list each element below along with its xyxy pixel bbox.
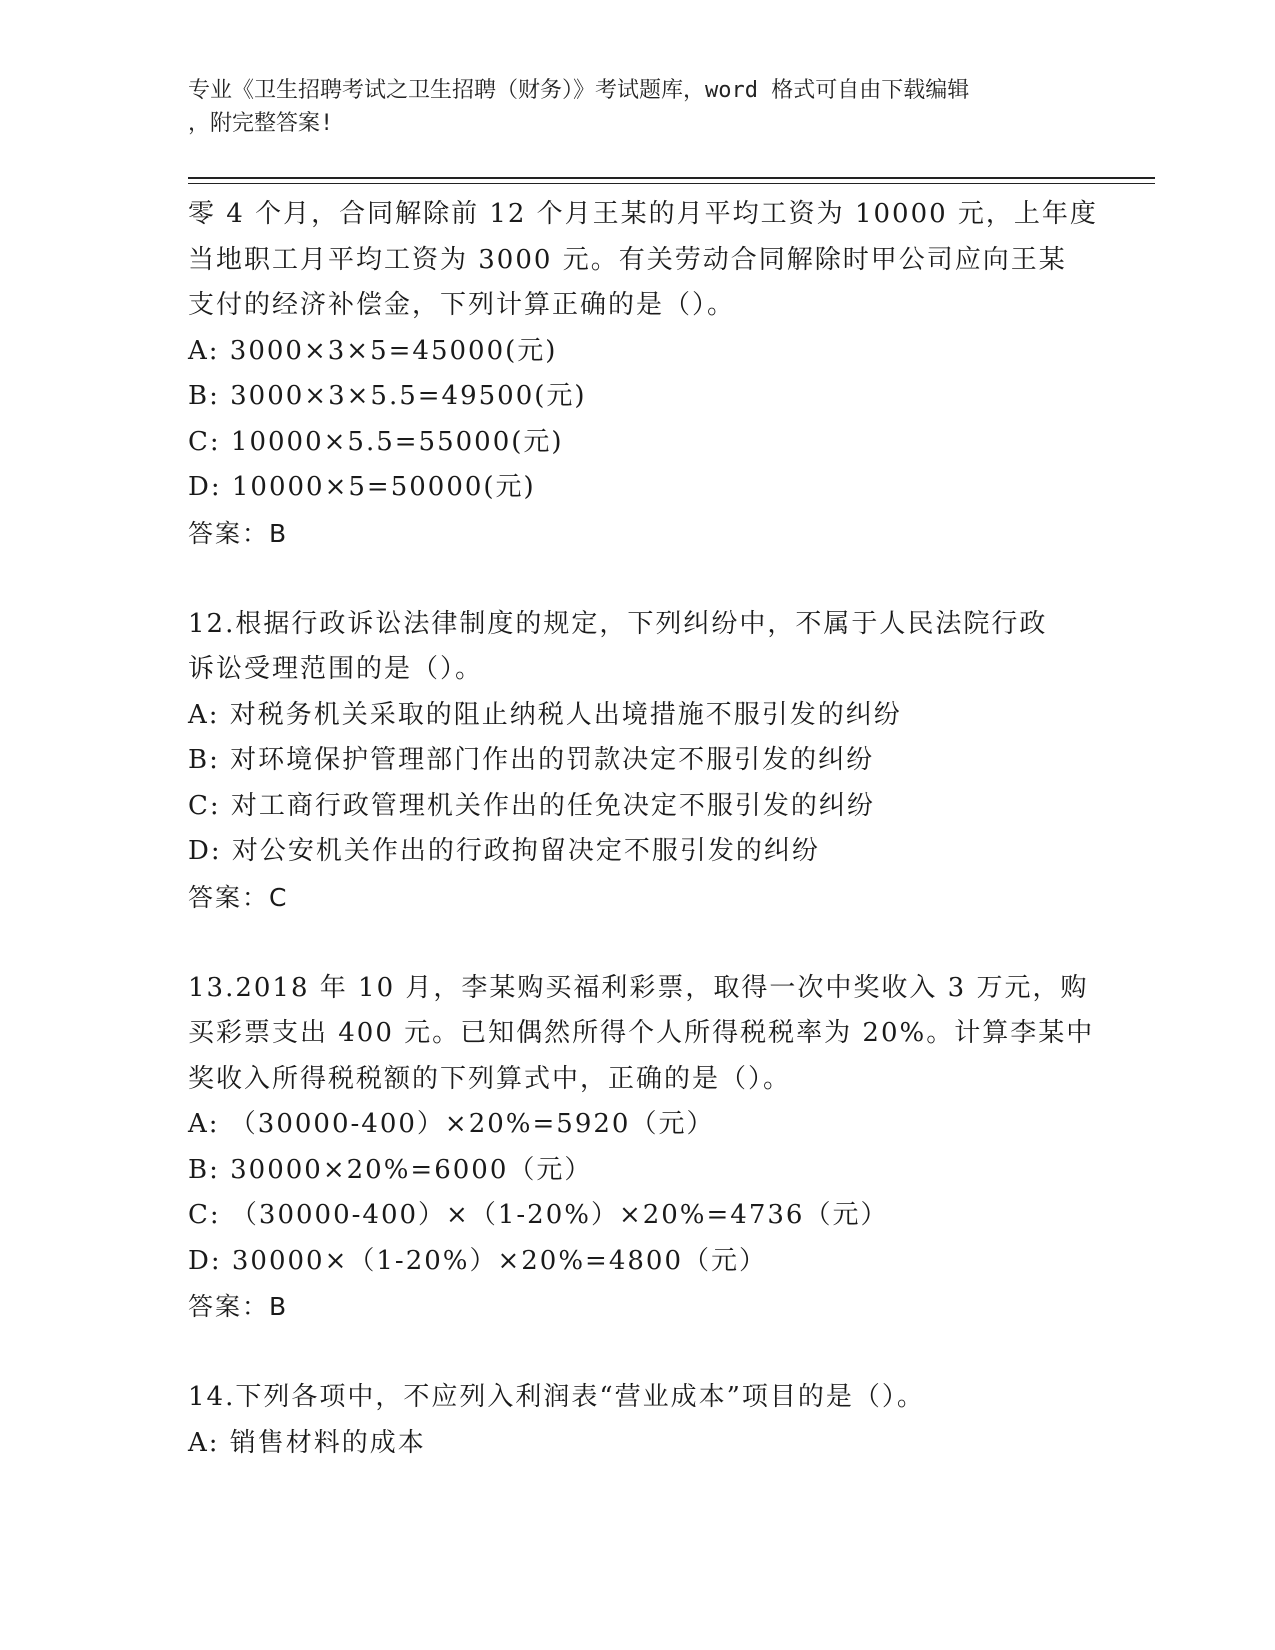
header-line-2: ，附完整答案! [188, 111, 334, 136]
question-13 [188, 966, 1095, 1330]
spacer [188, 1330, 1088, 1376]
option-c: C: 对工商行政管理机关作出的任免决定不服引发的纠纷 [188, 790, 875, 821]
question-text-line: 奖收入所得税税额的下列算式中，正确的是（）。 [188, 1063, 792, 1094]
question-12 [188, 602, 1088, 921]
option-b: B: 30000×20%=6000（元） [188, 1154, 593, 1185]
option-b: B: 对环境保护管理部门作出的罚款决定不服引发的纠纷 [188, 745, 875, 775]
answer-line: 答案：C [188, 882, 289, 912]
spacer [188, 920, 1088, 966]
option-a: A: 销售材料的成本 [188, 1427, 426, 1458]
question-text-line: 买彩票支出 400 元。已知偶然所得个人所得税税率为 20%。计算李某中 [188, 1018, 1095, 1048]
question-text-line: 零 4 个月，合同解除前 12 个月王某的月平均工资为 10000 元，上年度 [188, 199, 1098, 229]
option-d: D: 30000×（1-20%）×20%=4800（元） [188, 1245, 768, 1276]
option-c: C: 10000×5.5=55000(元) [188, 426, 564, 457]
document-body [188, 192, 1098, 1466]
question-text-line: 诉讼受理范围的是（）。 [188, 654, 484, 684]
option-a: A: （30000-400）×20%=5920（元） [188, 1109, 715, 1139]
header-rule-thin [188, 183, 1155, 184]
spacer [188, 556, 1088, 602]
question-text-line: 14.下列各项中，不应列入利润表“营业成本”项目的是（）。 [188, 1382, 925, 1412]
option-d: D: 10000×5=50000(元) [188, 472, 536, 502]
question-text-line: 13.2018 年 10 月，李某购买福利彩票，取得一次中奖收入 3 万元，购 [188, 972, 1089, 1003]
option-c: C: （30000-400）×（1-20%）×20%=4736（元） [188, 1200, 889, 1230]
header-rule-thick [188, 177, 1155, 179]
answer-line: 答案：B [188, 518, 289, 548]
option-a: A: 对税务机关采取的阻止纳税人出境措施不服引发的纠纷 [188, 699, 902, 730]
document-header [188, 74, 1088, 140]
option-b: B: 3000×3×5.5=49500(元) [188, 381, 587, 411]
question-11 [188, 192, 1098, 556]
option-a: A: 3000×3×5=45000(元) [188, 335, 558, 366]
question-14 [188, 1375, 1088, 1466]
option-d: D: 对公安机关作出的行政拘留决定不服引发的纠纷 [188, 836, 820, 866]
question-text-line: 12.根据行政诉讼法律制度的规定，下列纠纷中，不属于人民法院行政 [188, 608, 1048, 639]
header-line-1: 专业《卫生招聘考试之卫生招聘（财务）》考试题库，word 格式可自由下载编辑 [188, 78, 970, 103]
question-text-line: 支付的经济补偿金，下列计算正确的是（）。 [188, 290, 736, 320]
answer-line: 答案：B [188, 1292, 289, 1321]
question-text-line: 当地职工月平均工资为 3000 元。有关劳动合同解除时甲公司应向王某 [188, 244, 1067, 275]
